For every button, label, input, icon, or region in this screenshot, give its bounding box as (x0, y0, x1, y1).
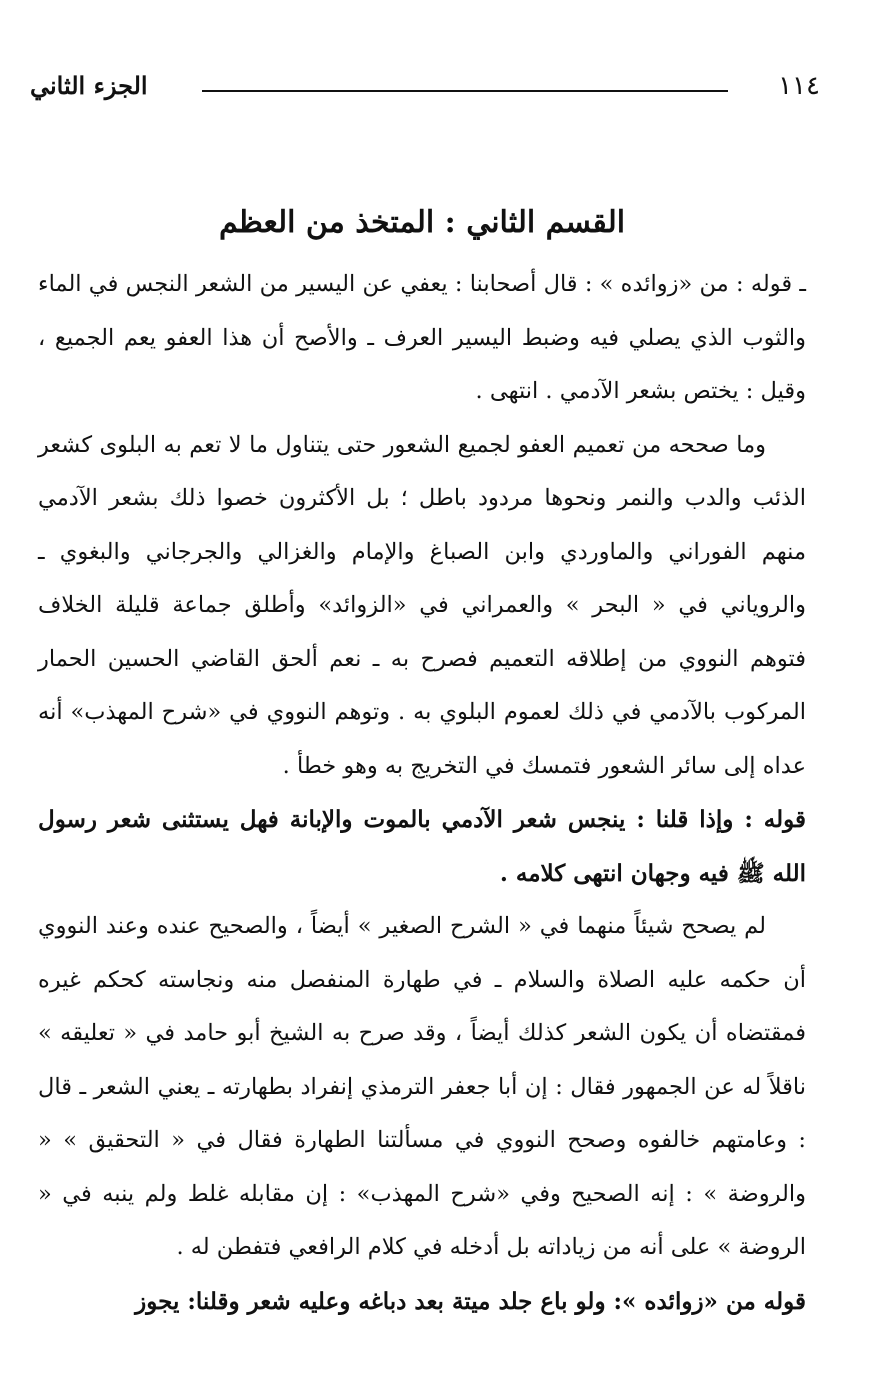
quoted-statement-1: قوله : وإذا قلنا : ينجس شعر الآدمي بالموت والإبانة فهل يستثنى شعر رسول الله ﷺ فيه وجهان انتهى كلامه . (38, 806, 806, 887)
paragraph-2: وما صححه من تعميم العفو لجميع الشعور حتى يتناول ما لا تعم به البلوى كشعر الذئب والدب والنمر ونحوها مردود باطل ؛ بل الأكثرون خصوا ذلك بشعر الآدمي منهم الفوراني والماوردي وابن الصباغ والإمام والغزالي والجرجاني والبغوي ـ والروياني في « البحر » والعمراني في «الزوائد» وأطلق جماعة قليلة الخلاف فتوهم النووي من إطلاقه التعميم فصرح به ـ نعم ألحق القاضي الحسين الحمار المركوب بالآدمي في ذلك لعموم البلوي به . وتوهم النووي في «شرح المهذب» أنه عداه إلى سائر الشعور فتمسك في التخريج به وهو خطأ . (38, 431, 806, 779)
page-header (30, 66, 820, 116)
paragraph-3: لم يصحح شيئاً منهما في « الشرح الصغير » أيضاً ، والصحيح عنده وعند النووي أن حكمه عليه الصلاة والسلام ـ في طهارة المنفصل منه ونجاسته كحكم غيره فمقتضاه أن يكون الشعر كذلك أيضاً ، وقد صرح به الشيخ أبو حامد في « تعليقه » ناقلاً له عن الجمهور فقال : إن أبا جعفر الترمذي إنفراد بطهارته ـ يعني الشعر ـ قال : وعامتهم خالفوه وصحح النووي في مسألتنا الطهارة فقال في « التحقيق » « والروضة » : إنه الصحيح وفي «شرح المهذب» : إن مقابله غلط ولم ينبه في « الروضة » على أنه من زياداته بل أدخله في كلام الرافعي فتفطن له . (38, 913, 806, 1260)
section-title: القسم الثاني : المتخذ من العظم (218, 205, 626, 240)
header-rule (202, 90, 728, 92)
paragraph-1: ـ قوله : من «زوائده » : قال أصحابنا : يعفي عن اليسير من الشعر النجس في الماء والثوب الذي يصلي فيه وضبط اليسير العرف ـ والأصح أن هذا العفو يعم الجميع ، وقيل : يختص بشعر الآدمي . انتهى . (38, 271, 806, 404)
page-body (38, 190, 806, 1328)
running-title: الجزء الثاني (30, 71, 148, 100)
page-number: ١١٤ (778, 71, 820, 101)
quoted-statement-2: قوله من «زوائده »: ولو باع جلد ميتة بعد دباغه وعليه شعر وقلنا: يجوز (135, 1287, 806, 1315)
